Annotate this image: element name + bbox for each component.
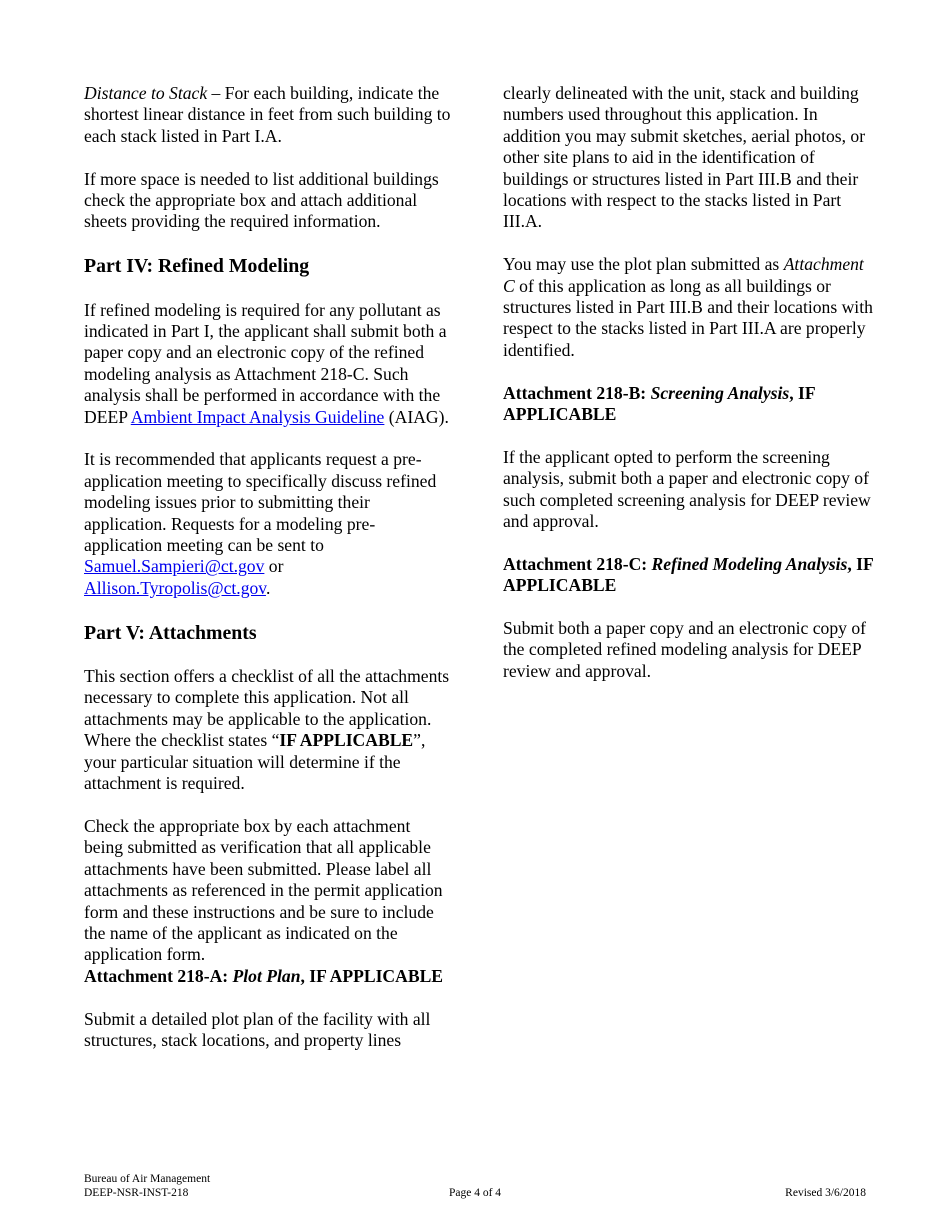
check-box-paragraph: Check the appropriate box by each attachment being submitted as verification that all applicable attachments have been submitted. Please label all attachments as referenced in the permit application form and these instructions and be sure to include the name of the applicant as indicated on the application form. [84,815,443,965]
attachment-a-heading [84,966,452,987]
right-column [503,83,875,704]
attachment-c-heading [503,554,875,597]
screening-analysis-paragraph: If the applicant opted to perform the screening analysis, submit both a paper and electronic copy of such completed screening analysis for DEEP review and approval. [503,446,871,532]
attachment-b-label: Attachment 218-B: [503,382,651,403]
part-5-heading: Part V: Attachments [84,621,257,644]
additional-buildings-paragraph: If more space is needed to list additional buildings check the appropriate box and attach additional sheets providing the required information. [84,168,439,232]
pre-application-text: It is recommended that applicants request a pre-application meeting to specifically discuss refined modeling issues prior to submitting their application. Requests for a modeling pre-application meeting can be sent to [84,449,437,556]
email-link-tyropolis[interactable]: Allison.Tyropolis@ct.gov [84,577,266,598]
attachment-b-heading [503,383,875,426]
refined-modeling-text: If refined modeling is required for any pollutant as indicated in Part I, the applicant shall submit both a paper copy and an electronic copy of the refined modeling analysis as Attachment 218-C. Such analysis shall be performed in accordance with the DEEP [84,299,447,427]
period-text: . [265,577,271,598]
attachment-c-plot-plan-paragraph [503,254,875,361]
plot-plan-use-text: You may use the plot plan submitted as [503,254,784,275]
part-4-heading: Part IV: Refined Modeling [84,255,310,278]
attachments-intro-text: This section offers a checklist of all the attachments necessary to complete this application. Not all attachments may be applicable to the application. Where the checklist states “ [84,666,450,751]
plot-plan-paragraph: Submit a detailed plot plan of the facility with all structures, stack locations, and property lines [84,1008,431,1050]
if-applicable-bold: IF APPLICABLE [279,730,414,751]
plot-plan-use-suffix: of this application as long as all buildings or structures listed in Part III.B and their locations with respect to the stacks listed in Part III.A are properly identified. [503,275,873,360]
footer-page-number: Page 4 of 4 [448,1187,502,1199]
attachment-c-suffix: , IF APPLICABLE [503,553,874,596]
email-link-sampieri[interactable]: Samuel.Sampieri@ct.gov [84,556,265,577]
aiag-suffix: (AIAG). [384,406,449,427]
attachments-intro-paragraph [84,666,452,794]
footer-bureau: Bureau of Air Management [84,1173,211,1185]
attachment-c-title: Refined Modeling Analysis [651,553,848,574]
left-column [84,83,452,1073]
pre-application-paragraph [84,449,452,599]
attachments-intro-suffix: ”, your particular situation will determine if the attachment is required. [84,730,426,794]
distance-to-stack-paragraph [84,83,452,147]
attachment-b-suffix: , IF APPLICABLE [503,382,815,425]
aiag-link[interactable]: Ambient Impact Analysis Guideline [130,406,385,427]
attachment-a-label: Attachment 218-A: [84,965,233,986]
footer-doc-id: DEEP-NSR-INST-218 [84,1186,189,1199]
attachment-c-label: Attachment 218-C: [503,553,652,574]
refined-modeling-paragraph [84,300,452,428]
or-text: or [264,556,284,577]
attachment-b-title: Screening Analysis [650,382,790,403]
distance-to-stack-term: Distance to Stack [84,83,208,103]
distance-to-stack-text: – For each building, indicate the shortest linear distance in feet from such building to each stack listed in Part I.A. [84,83,451,146]
attachment-a-suffix: , IF APPLICABLE [300,965,444,986]
attachment-c-italic: Attachment C [503,254,864,296]
attachment-a-title: Plot Plan [232,965,301,986]
footer-revised: Revised 3/6/2018 [785,1187,866,1199]
plot-plan-continued-paragraph: clearly delineated with the unit, stack and building numbers used throughout this application. In addition you may submit sketches, aerial photos, or other site plans to aid in the identification of buildings or structures listed in Part III.B and their locations with respect to the stacks listed in Part III.A. [503,83,866,232]
refined-modeling-submit-paragraph: Submit both a paper copy and an electronic copy of the completed refined modeling analysis for DEEP review and approval. [503,618,866,681]
